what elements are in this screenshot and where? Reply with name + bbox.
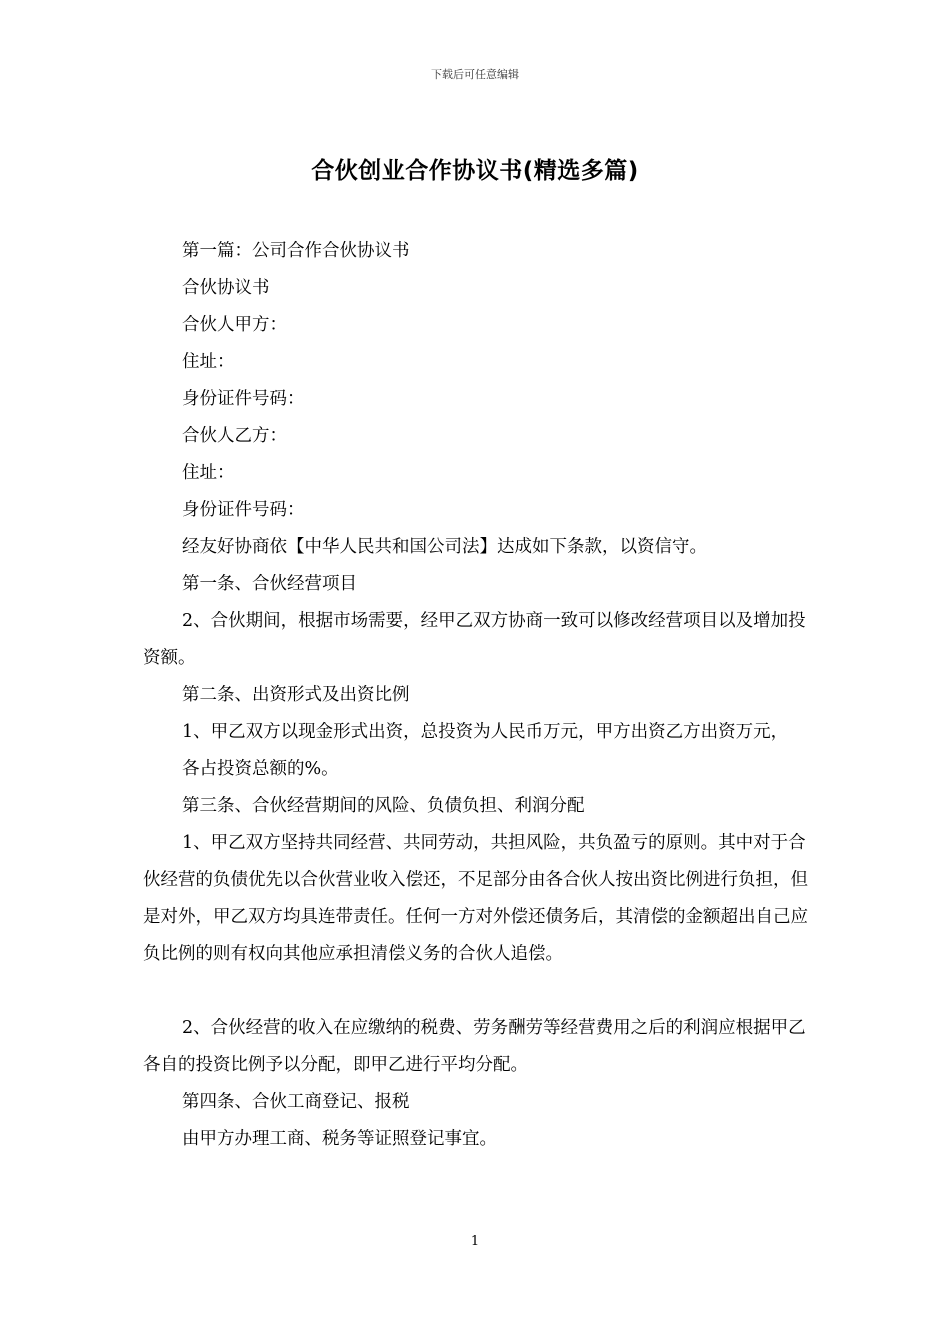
- paragraph: 身份证件号码：: [182, 389, 305, 409]
- paragraph: 第四条、合伙工商登记、报税: [182, 1092, 410, 1112]
- paragraph: 合伙协议书: [182, 278, 270, 298]
- paragraph: 第三条、合伙经营期间的风险、负债负担、利润分配: [182, 796, 585, 816]
- page-number: 1: [470, 1234, 480, 1249]
- paragraph: 住址：: [182, 463, 235, 483]
- paragraph: 身份证件号码：: [182, 500, 305, 520]
- paragraph: 合伙人甲方：: [182, 315, 287, 335]
- paragraph: 各占投资总额的%。: [182, 759, 339, 779]
- blank-line: [143, 973, 815, 1010]
- paragraph: 经友好协商依【中华人民共和国公司法】达成如下条款，以资信守。: [182, 537, 707, 557]
- paragraph: 2、合伙期间，根据市场需要，经甲乙双方协商一致可以修改经营项目以及增加投资额。: [143, 611, 806, 668]
- paragraph: 由甲方办理工商、税务等证照登记事宜。: [182, 1129, 497, 1149]
- paragraph: 合伙人乙方：: [182, 426, 287, 446]
- paragraph: 1、甲乙双方以现金形式出资，总投资为人民币万元，甲方出资乙方出资万元，: [182, 722, 789, 742]
- paragraph: 第一篇：公司合作合伙协议书: [182, 241, 410, 261]
- paragraph: 第二条、出资形式及出资比例: [182, 685, 410, 705]
- paragraph: 1、甲乙双方坚持共同经营、共同劳动，共担风险，共负盈亏的原则。其中对于合伙经营的负债优先以合伙营业收入偿还，不足部分由各合伙人按出资比例进行负担，但是对外，甲乙双方均具连带责任。任何一方对外偿还债务后，其清偿的金额超出自己应负比例的则有权向其他应承担清偿义务的合伙人追偿。: [143, 833, 808, 964]
- document-title: 合伙创业合作协议书(精选多篇): [311, 158, 639, 184]
- document-body: [143, 233, 815, 1158]
- paragraph: 第一条、合伙经营项目: [182, 574, 357, 594]
- paragraph: 住址：: [182, 352, 235, 372]
- header-note: 下载后可任意编辑: [431, 68, 519, 81]
- paragraph: 2、合伙经营的收入在应缴纳的税费、劳务酬劳等经营费用之后的利润应根据甲乙各自的投资比例予以分配，即甲乙进行平均分配。: [143, 1018, 806, 1075]
